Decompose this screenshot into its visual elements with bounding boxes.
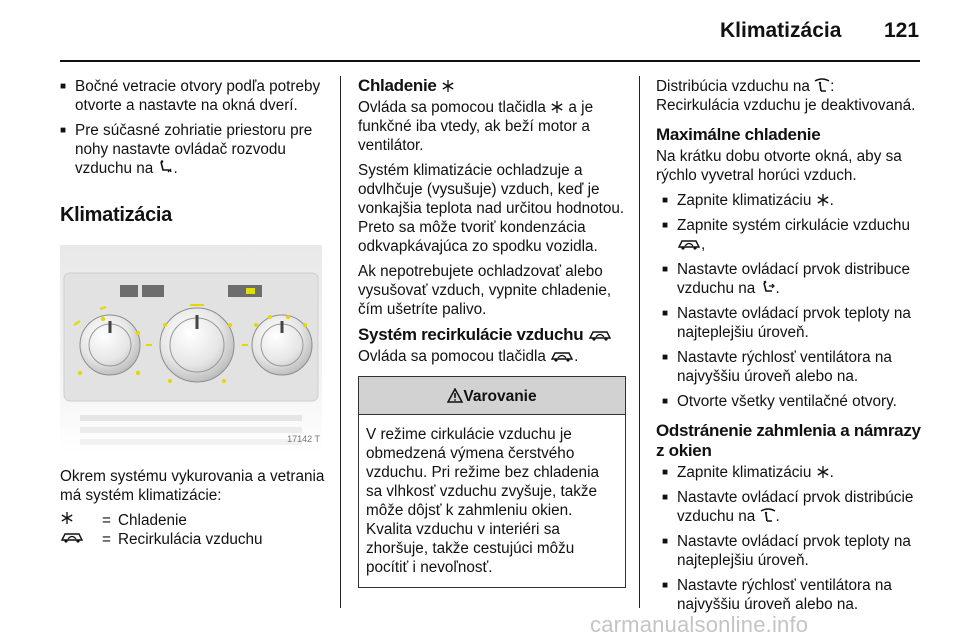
climate-panel-drawing — [60, 245, 322, 453]
period: . — [775, 280, 780, 297]
heading-defog: Odstránenie zahmlenia a námrazy z okien — [656, 421, 921, 460]
bullet-text: Zapnite klimatizáciu — [677, 192, 812, 209]
column-1 — [60, 77, 328, 549]
bullet-defog-1 — [662, 463, 924, 482]
warning-box — [358, 376, 626, 588]
bullet-footwell — [60, 121, 328, 178]
bullet-text: Nastavte rýchlosť ventilátora na najvyššiu úroveň alebo na. — [677, 349, 892, 385]
definition-cooling — [60, 511, 328, 530]
recirculation-car-icon — [550, 349, 574, 363]
bullet-max-3 — [662, 260, 924, 298]
period: . — [173, 160, 178, 177]
snowflake-icon — [816, 193, 830, 207]
section-heading-klimatizacia: Klimatizácia — [60, 204, 173, 226]
definition-text: Recirkulácia vzduchu — [118, 531, 263, 548]
text: Ovláda sa pomocou tlačidla — [358, 348, 546, 365]
bullet-side-vents — [60, 77, 328, 115]
column-2 — [358, 76, 626, 588]
period: . — [829, 192, 834, 209]
warning-header — [359, 377, 625, 415]
period: . — [829, 464, 834, 481]
heading-text: Chladenie — [358, 76, 437, 95]
climate-control-panel-illustration — [60, 245, 322, 453]
recirculation-car-icon — [60, 530, 84, 544]
definition-recirculation — [60, 530, 328, 549]
warning-title: Varovanie — [463, 388, 537, 405]
equals-sign: = — [102, 531, 111, 548]
column-divider-2 — [639, 76, 640, 608]
bullet-max-4 — [662, 304, 924, 342]
recirculation-paragraph — [358, 347, 626, 366]
intro-text: Okrem systému vykurovania a vetrania má systém klimatizácie: — [60, 468, 325, 504]
bullet-max-2 — [662, 216, 924, 254]
page-header-title: Klimatizácia — [720, 19, 842, 42]
recirculation-car-icon — [677, 237, 701, 251]
bullet-text: Bočné vetracie otvory podľa potreby otvorte a nastavte na okná dverí. — [75, 78, 321, 114]
seat-airflow-feet-icon — [158, 160, 174, 175]
windscreen-airflow-icon — [760, 508, 776, 523]
bullet-text: Nastavte ovládací prvok teploty na najteplejšiu úroveň. — [677, 533, 911, 569]
heading-text: Systém recirkulácie vzduchu — [358, 325, 584, 344]
heading-recirculation — [358, 325, 626, 345]
bullet-text: Pre súčasné zohriatie priestoru pre nohy nastavte ovládač rozvodu vzduchu na — [75, 122, 313, 177]
bullet-text: Zapnite klimatizáciu — [677, 464, 812, 481]
text: a je funkčné iba vtedy, ak beží motor a ventilátor. — [358, 99, 594, 154]
cooling-paragraph-2: Systém klimatizácie ochladzuje a odvlhčuje (vysušuje) vzduch, keď je vonkajšia teplota nad určitou hodnotou. Preto sa môže tvoriť kondenzácia odkvapkávajúca zo spodku vozidla. — [358, 162, 625, 255]
period: . — [775, 508, 780, 525]
bullet-text: Zapnite systém cirkulácie vzduchu — [677, 217, 910, 234]
text: Ovláda sa pomocou tlačidla — [358, 99, 546, 116]
seat-airflow-icon — [760, 280, 776, 295]
bullet-defog-3 — [662, 532, 924, 570]
bullet-defog-4 — [662, 576, 924, 614]
page-number: 121 — [884, 19, 920, 42]
bullet-defog-2 — [662, 488, 924, 526]
recirculation-car-icon — [588, 328, 612, 342]
warning-body: V režime cirkulácie vzduchu je obmedzená výmena čerstvého vzduchu. Pri režime bez chladenia sa vlhkosť vzduchu zvyšuje, takže môže dôjsť k zahmleniu okien. Kvalita vzduchu v interiéri sa zhoršuje, takže cestujúci môžu pocítiť i nevoľnosť. — [366, 426, 599, 576]
cooling-paragraph-3: Ak nepotrebujete ochladzovať alebo vysušovať vzduch, vypnite chladenie, čím ušetríte palivo. — [358, 263, 612, 318]
windscreen-airflow-icon — [814, 78, 830, 93]
snowflake-icon — [550, 100, 564, 114]
bullet-max-1 — [662, 191, 924, 210]
bullet-text: Nastavte ovládací prvok distribuce vzduchu na — [677, 261, 910, 297]
snowflake-icon — [816, 465, 830, 479]
column-divider-1 — [340, 76, 341, 608]
bullet-max-6 — [662, 392, 924, 411]
heading-cooling — [358, 76, 626, 96]
colon: : — [830, 78, 835, 95]
bullet-text: Nastavte ovládací prvok teploty na najteplejšiu úroveň. — [677, 305, 911, 341]
snowflake-icon — [441, 79, 455, 93]
header-rule — [60, 60, 920, 62]
snowflake-icon — [60, 511, 74, 525]
definition-text: Chladenie — [118, 512, 187, 529]
bullet-text: Nastavte ovládací prvok distribúcie vzduchu na — [677, 489, 914, 525]
max-cooling-paragraph: Na krátku dobu otvorte okná, aby sa rýchlo vyvetral horúci vzduch. — [656, 148, 902, 184]
watermark: carmanualsonline.info — [590, 612, 809, 637]
equals-sign: = — [102, 512, 111, 529]
period: . — [574, 348, 579, 365]
cooling-paragraph-1 — [358, 98, 626, 155]
text: Recirkulácia vzduchu je deaktivovaná. — [656, 97, 916, 114]
bullet-text: Otvorte všetky ventilačné otvory. — [677, 393, 897, 410]
text: Distribúcia vzduchu na — [656, 78, 810, 95]
distribution-paragraph — [656, 77, 924, 115]
bullet-text: Nastavte rýchlosť ventilátora na najvyššiu úroveň alebo na. — [677, 577, 892, 613]
heading-max-cooling: Maximálne chladenie — [656, 125, 821, 144]
bullet-max-5 — [662, 348, 924, 386]
column-3 — [656, 77, 924, 620]
figure-code: 17142 T — [287, 434, 320, 444]
comma: , — [701, 236, 706, 253]
warning-triangle-icon — [447, 388, 463, 403]
